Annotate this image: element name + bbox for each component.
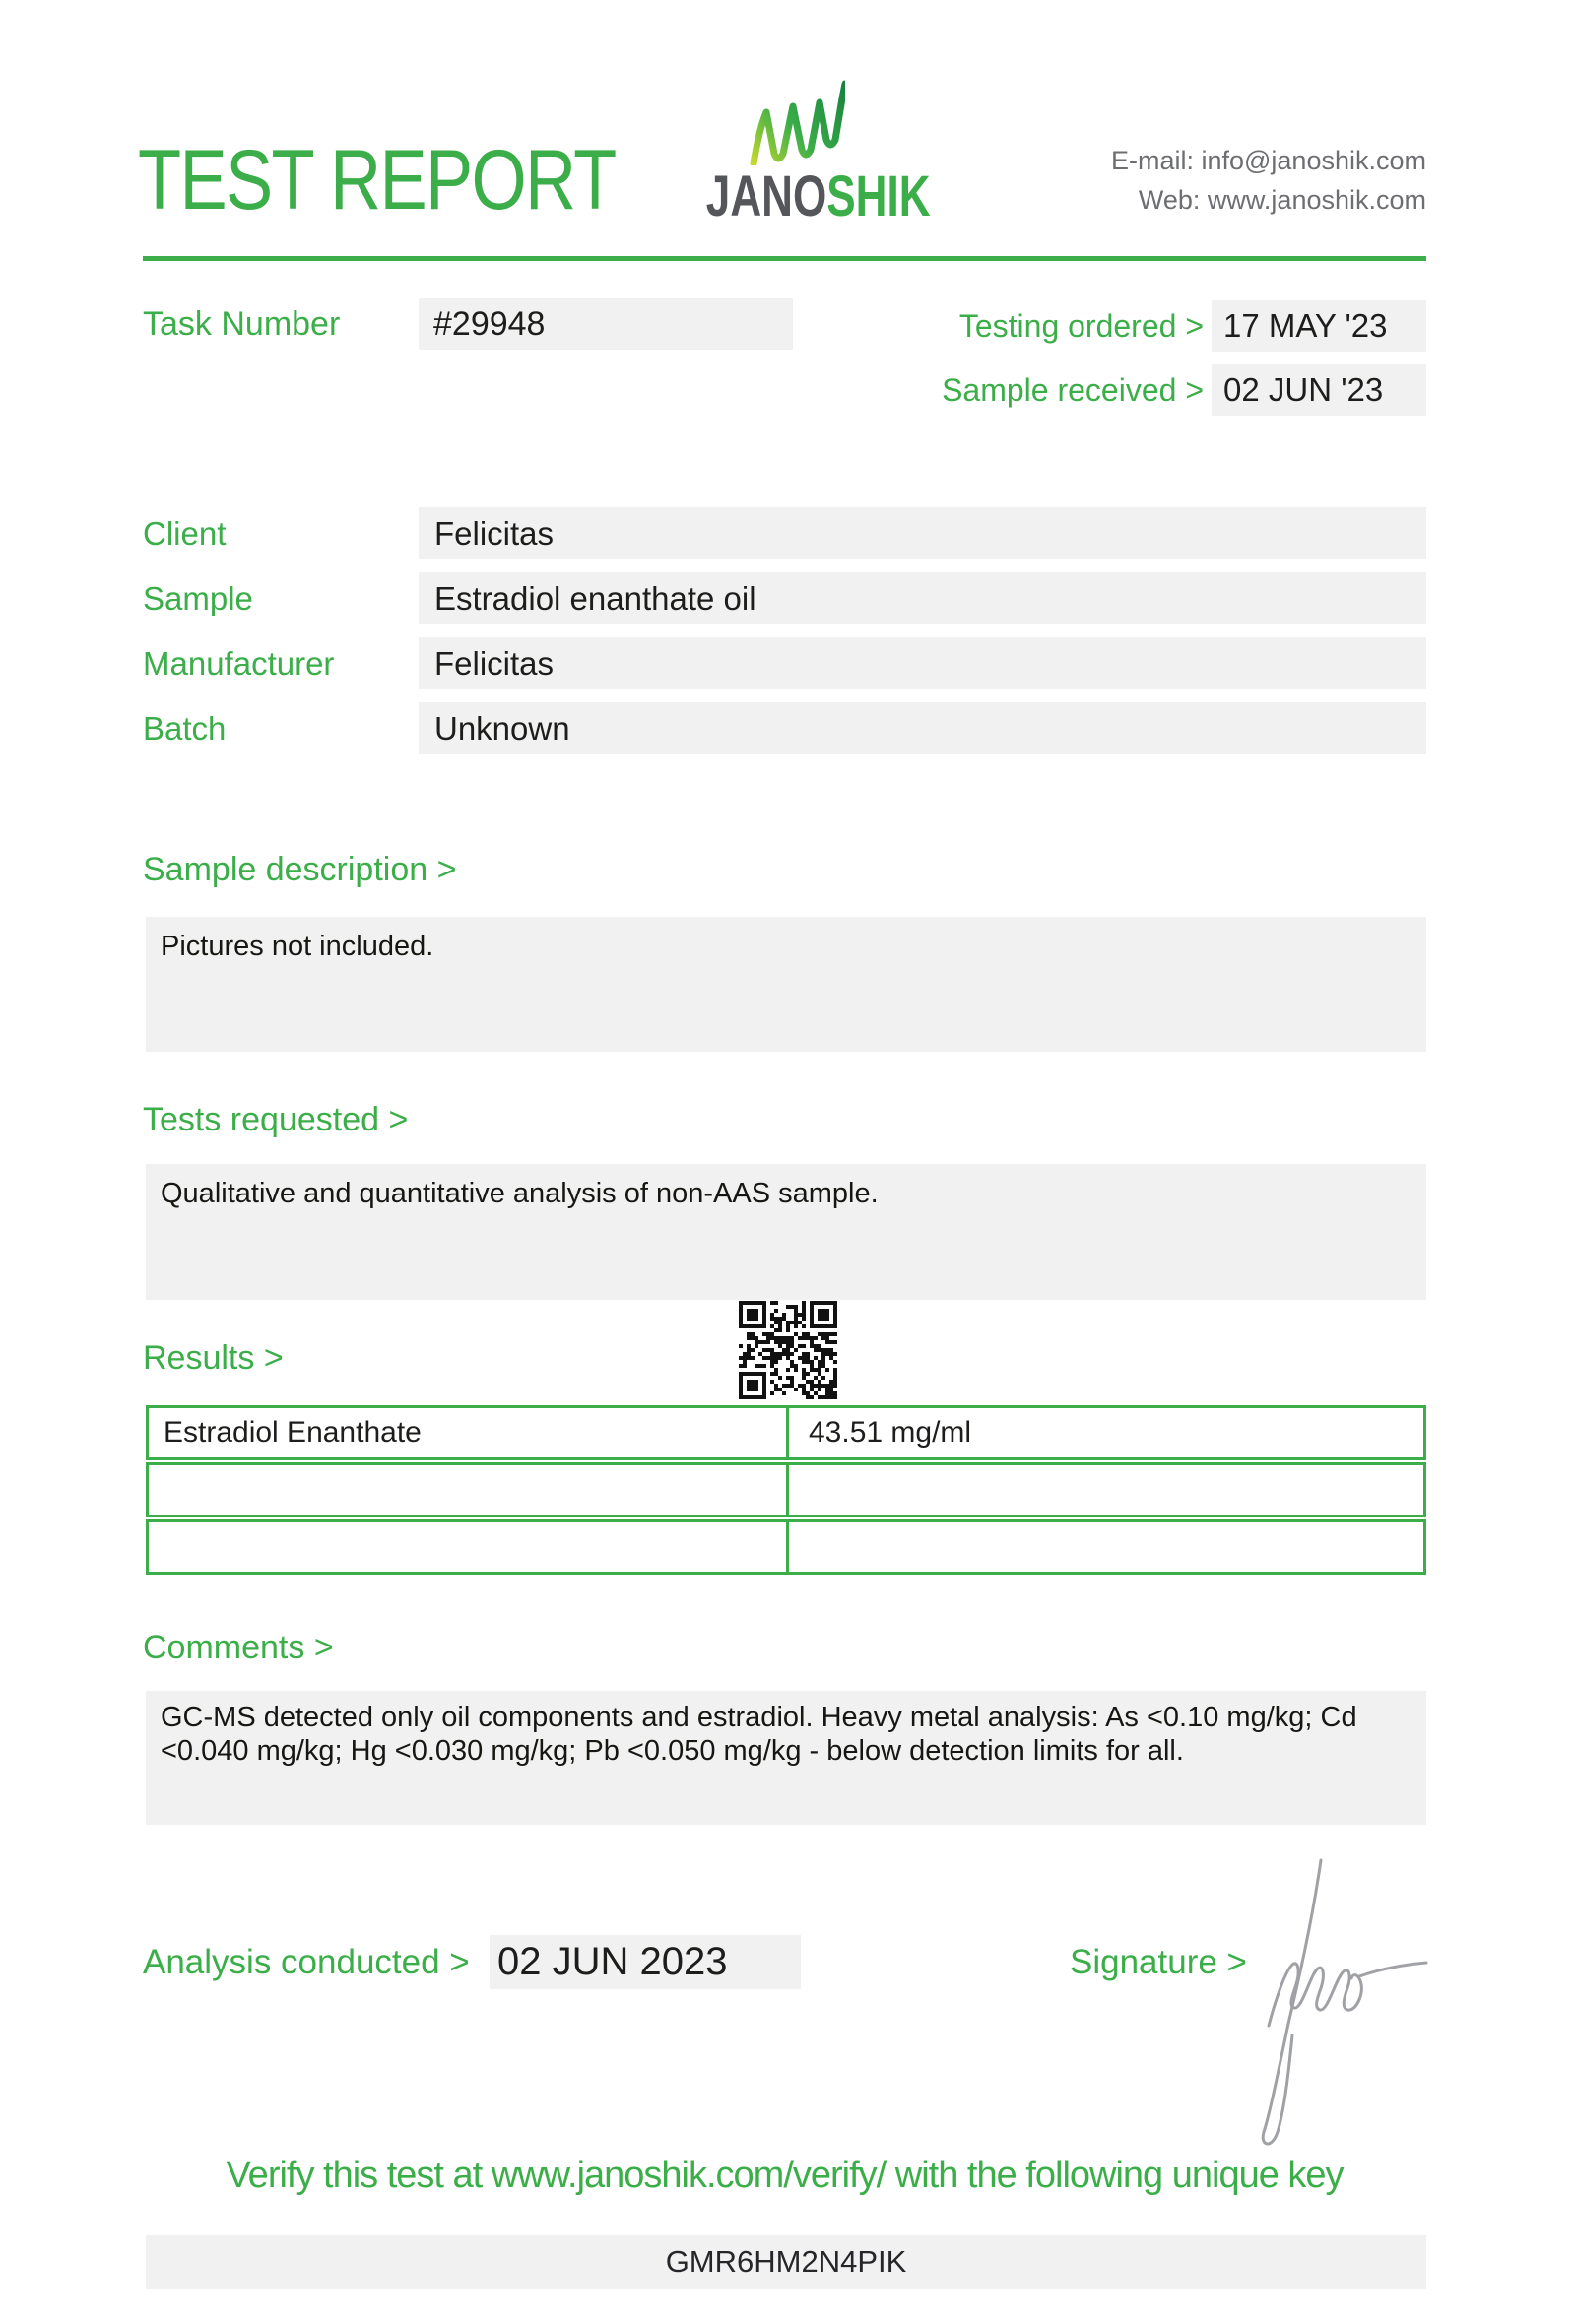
signature-image xyxy=(1202,1834,1438,2168)
sample-description-text: Pictures not included. xyxy=(161,931,434,962)
contact-block xyxy=(1111,141,1426,220)
comments-text: GC-MS detected only oil components and estradiol. Heavy metal analysis: As <0.10 mg/kg; Cd <0.040 mg/kg; Hg <0.030 mg/kg; Pb <0.050 mg/kg - below detection limits for all. xyxy=(161,1702,1357,1767)
info-value: Estradiol enanthate oil xyxy=(419,572,1426,624)
info-label: Manufacturer xyxy=(143,645,335,681)
comments-heading: Comments > xyxy=(143,1629,334,1666)
cell-result xyxy=(789,1465,1423,1515)
task-number-field xyxy=(419,298,793,350)
verify-key-value: GMR6HM2N4PIK xyxy=(665,2244,907,2279)
report-title: TEST REPORT xyxy=(138,133,616,227)
info-value: Unknown xyxy=(419,702,1426,754)
results-heading: Results > xyxy=(143,1339,284,1377)
tests-requested-box xyxy=(146,1164,1426,1300)
verify-instruction-text: Verify this test at www.janoshik.com/verify/ with the following unique key xyxy=(226,2155,1344,2196)
testing-ordered-value: 17 MAY '23 xyxy=(1223,307,1388,344)
analysis-conducted-label: Analysis conducted > xyxy=(143,1943,470,1981)
qr-code xyxy=(739,1301,837,1399)
contact-email: E-mail: info@janoshik.com xyxy=(1110,146,1426,175)
info-value: Felicitas xyxy=(419,507,1426,559)
testing-ordered-label: Testing ordered > xyxy=(958,308,1204,344)
info-label: Client xyxy=(143,515,227,551)
cell-result: 43.51 mg/ml xyxy=(809,1416,972,1449)
sample-description-box xyxy=(146,917,1426,1052)
testing-ordered-field xyxy=(1212,300,1426,352)
sample-received-field xyxy=(1212,364,1426,416)
table-row xyxy=(146,1405,1426,1460)
info-label: Batch xyxy=(143,710,227,746)
signature-label: Signature > xyxy=(1070,1943,1247,1981)
table-row xyxy=(146,1462,1426,1517)
info-value: Felicitas xyxy=(419,637,1426,689)
analysis-date-field xyxy=(490,1935,801,1989)
cell-analyte: Estradiol Enanthate xyxy=(149,1408,789,1457)
logo-chart-icon xyxy=(747,79,845,165)
sample-description-heading: Sample description > xyxy=(143,851,457,888)
cell-result xyxy=(789,1522,1423,1572)
task-number-label: Task Number xyxy=(143,305,341,343)
table-row xyxy=(146,1519,1426,1575)
brand-logo xyxy=(678,79,931,228)
sample-info-list xyxy=(143,507,1426,767)
logo-text-shik: SHIK xyxy=(826,164,931,228)
cell-analyte xyxy=(149,1522,789,1572)
info-row-manufacturer xyxy=(143,637,1426,689)
header-divider-rule xyxy=(143,256,1426,261)
cell-analyte xyxy=(149,1465,789,1515)
info-row-batch xyxy=(143,702,1426,754)
info-row-sample xyxy=(143,572,1426,624)
analysis-date-value: 02 JUN 2023 xyxy=(497,1940,728,1983)
logo-text xyxy=(705,164,931,228)
verify-key-box xyxy=(146,2235,1426,2289)
tests-requested-heading: Tests requested > xyxy=(143,1101,409,1138)
sample-received-value: 02 JUN '23 xyxy=(1223,371,1384,408)
logo-text-jano: JANO xyxy=(705,164,827,228)
sample-received-label: Sample received > xyxy=(942,372,1204,408)
contact-web: Web: www.janoshik.com xyxy=(1138,185,1426,215)
task-number-value: #29948 xyxy=(433,305,546,343)
results-table xyxy=(146,1405,1426,1577)
info-row-client xyxy=(143,507,1426,559)
tests-requested-text: Qualitative and quantitative analysis of non-AAS sample. xyxy=(161,1178,879,1209)
info-label: Sample xyxy=(143,580,253,616)
comments-box xyxy=(146,1691,1426,1825)
